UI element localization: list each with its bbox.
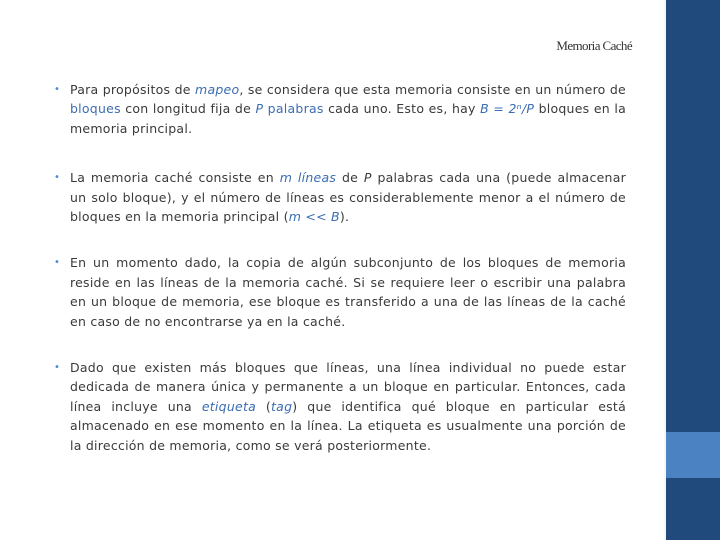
text-segment: con longitud fija de <box>120 101 256 117</box>
text-segment: mapeo <box>195 82 240 97</box>
bullet-text <box>70 253 626 331</box>
text-segment: de <box>336 170 364 186</box>
bullet-icon: • <box>54 362 60 374</box>
text-segment: palabras <box>267 101 324 117</box>
bullet-item <box>52 168 626 226</box>
text-segment: En un momento dado, la copia de algún subconjunto de los bloques de memoria reside en las líneas de la memoria caché. Si se requiere leer o escribir una palabra en un bloque de memoria, ese bloque es transferido a una de las líneas de la caché en caso de no encontrarse ya en la caché. <box>70 255 626 329</box>
text-segment: líneas <box>297 170 337 186</box>
side-decoration-panel <box>666 0 720 540</box>
bullet-icon: • <box>54 172 60 184</box>
text-segment: m <box>279 170 293 186</box>
text-segment: bloques <box>70 101 121 117</box>
text-segment: ) que identifica qué bloque en particular está almacenado en ese momento en la línea. La etiqueta es usualmente una porción de la dirección de memoria, como se verá posteriormente. <box>70 398 626 453</box>
text-segment: ( <box>256 398 272 414</box>
text-segment: B = 2ⁿ/P <box>480 101 535 117</box>
panel-block-dark <box>666 0 720 432</box>
text-segment: cada uno. Esto es, hay <box>323 101 481 117</box>
bullet-item <box>52 253 626 331</box>
text-segment: P <box>255 101 264 117</box>
text-segment: tag <box>271 398 293 414</box>
text-segment: , se considera que esta memoria consiste en un número de <box>239 82 626 97</box>
bullet-item <box>52 358 626 455</box>
bullet-text <box>70 80 626 138</box>
text-segment: etiqueta <box>201 398 257 414</box>
text-segment: m << B <box>288 209 340 225</box>
bullet-text <box>70 168 626 226</box>
text-segment: palabras cada una (puede almacenar un solo bloque), y el número de líneas es considerablemente menor a el número de bloques en la memoria principal ( <box>70 170 626 225</box>
slide-title: Memoria Caché <box>556 38 632 53</box>
text-segment: bloques en la memoria principal. <box>70 101 626 136</box>
text-segment: Dado que existen más bloques que líneas, una línea individual no puede estar dedicada de manera única y permanente a un bloque en particular. Entonces, cada línea incluye una <box>70 360 626 414</box>
panel-block-light <box>666 432 720 478</box>
bullet-text <box>70 358 626 455</box>
panel-block-dark-bottom <box>666 478 720 540</box>
text-segment: Para propósitos de <box>70 82 196 97</box>
bullet-item <box>52 80 626 138</box>
text-segment: La memoria caché consiste en <box>70 170 280 186</box>
bullet-list <box>52 72 626 455</box>
bullet-icon: • <box>54 84 60 95</box>
text-segment: P <box>363 170 372 186</box>
bullet-icon: • <box>54 257 60 269</box>
text-segment: ). <box>339 209 350 225</box>
